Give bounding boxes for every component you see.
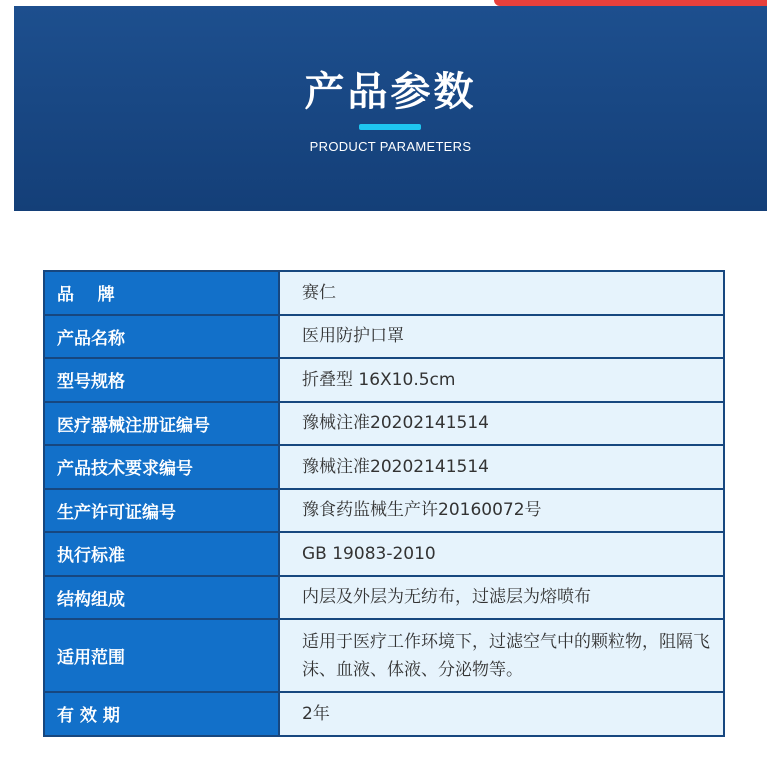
table-row [44, 692, 724, 736]
param-key-standard: 执行标准 [44, 532, 279, 576]
table-row [44, 576, 724, 620]
table-row [44, 358, 724, 402]
param-key-product-name: 产品名称 [44, 315, 279, 359]
param-key-tech-requirement-no: 产品技术要求编号 [44, 445, 279, 489]
page-subtitle: PRODUCT PARAMETERS [309, 139, 472, 154]
param-value-standard: GB 19083-2010 [279, 532, 724, 576]
table-row [44, 489, 724, 533]
param-key-production-license-no: 生产许可证编号 [44, 489, 279, 533]
table-row [44, 532, 724, 576]
param-value-registration-no: 豫械注准20202141514 [279, 402, 724, 446]
param-value-structure: 内层及外层为无纺布，过滤层为熔喷布 [279, 576, 724, 620]
header-banner [14, 6, 767, 211]
param-key-registration-no: 医疗器械注册证编号 [44, 402, 279, 446]
table-row [44, 315, 724, 359]
param-value-scope: 适用于医疗工作环境下，过滤空气中的颗粒物，阻隔飞沫、血液、体液、分泌物等。 [279, 619, 724, 692]
title-underline [359, 124, 421, 130]
param-key-model: 型号规格 [44, 358, 279, 402]
param-value-product-name: 医用防护口罩 [279, 315, 724, 359]
param-key-brand: 品 牌 [44, 271, 279, 315]
param-key-shelf-life: 有 效 期 [44, 692, 279, 736]
table-row [44, 445, 724, 489]
page-title: 产品参数 [304, 69, 477, 115]
param-key-scope: 适用范围 [44, 619, 279, 692]
table-row [44, 271, 724, 315]
table-row [44, 402, 724, 446]
param-value-model: 折叠型 16X10.5cm [279, 358, 724, 402]
table-row [44, 619, 724, 692]
param-value-production-license-no: 豫食药监械生产许20160072号 [279, 489, 724, 533]
parameters-table [43, 270, 725, 737]
param-key-structure: 结构组成 [44, 576, 279, 620]
param-value-tech-requirement-no: 豫械注准20202141514 [279, 445, 724, 489]
param-value-brand: 赛仁 [279, 271, 724, 315]
param-value-shelf-life: 2年 [279, 692, 724, 736]
